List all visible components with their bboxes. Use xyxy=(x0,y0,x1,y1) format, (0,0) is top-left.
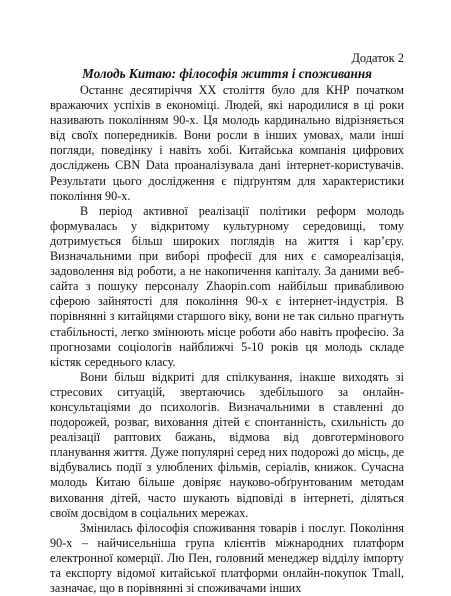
paragraph-1: Останнє десятиріччя XX століття було для КНР початком вражаючих успіхів в економіці. Людей, які народилися в ці роки називають поколінням 90-х. Ця молодь кардинально відрізняється від своїх попередників. Вони росли в інших умовах, мали інші погляди, поведінку і навіть хобі. Китайська компанія цифрових досліджень CBN Data проаналізувала дані інтернет-користувачів. Результати цього дослідження є підґрунтям для характеристики покоління 90-х. xyxy=(50,83,404,203)
paragraph-3: Вони більш відкриті для спілкування, інакше виходять зі стресових ситуацій, звертаючись здебільшого за онлайн-консультаціями до психологів. Визначальними в ставленні до подорожей, розваг, виховання дітей є спонтанність, схильність до реалізації раптових бажань, відмова від довготермінового планування життя. Дуже популярні серед них подорожі до місць, де відбувались події з улюблених фільмів, серіалів, книжок. Сучасна молодь Китаю більше довіряє науково-обґрунтованим методам виховання дітей, часто шукають відповіді в інтернеті, діляться своїм досвідом в соціальних мережах. xyxy=(50,369,404,520)
paragraph-4: Змінилась філософія споживання товарів і послуг. Покоління 90-х – найчисельніша група клієнтів міжнародних платформ електронної комерції. Лю Пен, головний менеджер відділу імпорту та експорту відомої китайської платформи онлайн-покупок Tmall, зазначає, що в порівнянні зі споживачами інших xyxy=(50,520,404,596)
document-title: Молодь Китаю: філософія життя і споживання xyxy=(82,66,372,81)
appendix-label: Додаток 2 xyxy=(351,51,404,65)
paragraph-2: В період активної реалізації політики реформ молодь формувалась у відкритому культурному середовищі, тому дотримується більш широких поглядів на життя і кар’єру. Визначальними при виборі професії для них є самореалізація, задоволення від роботи, а не накопичення капіталу. За даними веб-сайта з пошуку персоналу Zhaopin.com найбільш привабливою сферою зайнятості для покоління 90-х є інтернет-індустрія. В порівнянні з китайцями старшого віку, вони не так сильно прагнуть стабільності, легко змінюють місце роботи або навіть професію. За прогнозами соціологів найближчі 5-10 років ця молодь складе кістяк середнього класу. xyxy=(50,203,404,369)
